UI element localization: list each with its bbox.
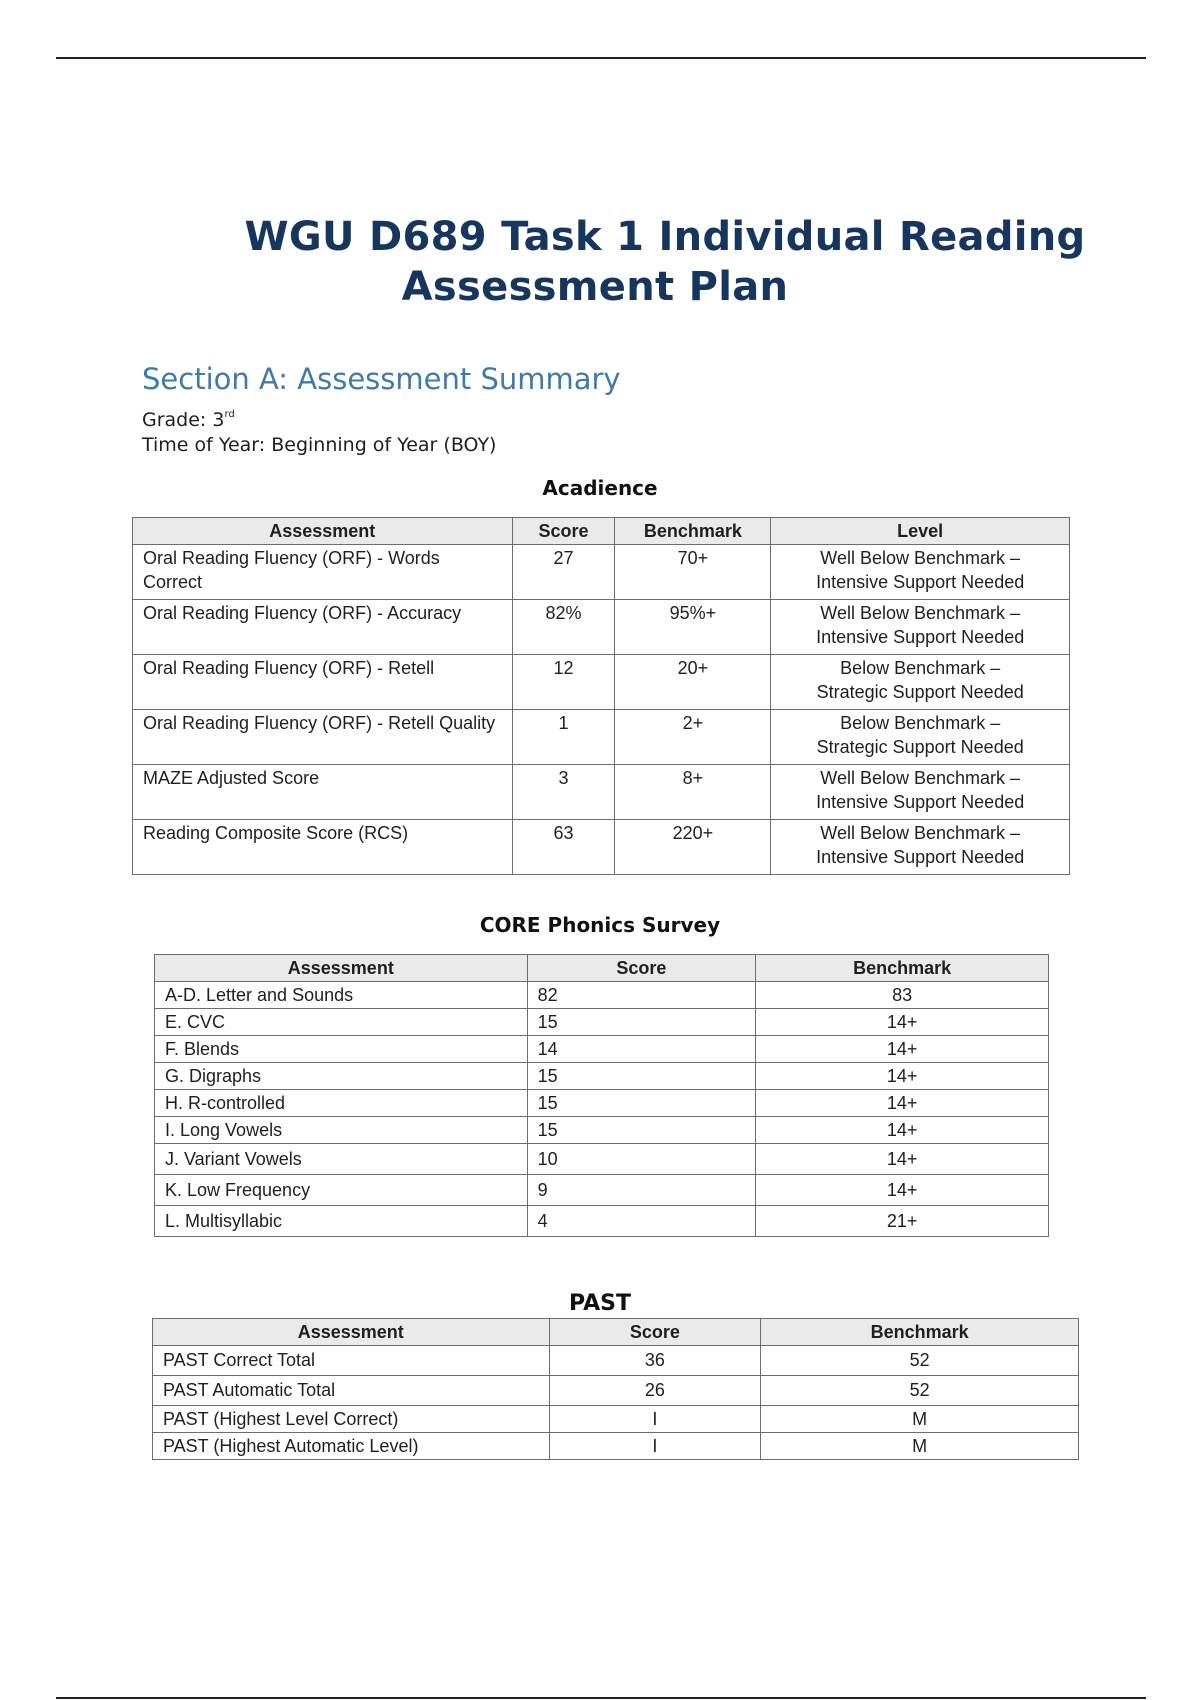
- level-line-1: Well Below Benchmark –: [820, 768, 1021, 788]
- benchmark-cell: 21+: [756, 1206, 1049, 1237]
- assessment-cell: H. R-controlled: [155, 1090, 528, 1117]
- level-line-2: Intensive Support Needed: [816, 572, 1025, 592]
- benchmark-cell: M: [761, 1406, 1079, 1433]
- level-cell: [771, 765, 1070, 820]
- benchmark-cell: 20+: [615, 655, 771, 710]
- score-cell: 1: [512, 710, 615, 765]
- level-line-2: Strategic Support Needed: [816, 737, 1024, 757]
- level-cell: [771, 655, 1070, 710]
- table-row: [155, 1036, 1049, 1063]
- benchmark-cell: 14+: [756, 1009, 1049, 1036]
- column-header-assessment: Assessment: [155, 955, 528, 982]
- document-title: [0, 212, 1200, 312]
- column-header-level: Level: [771, 518, 1070, 545]
- column-header-benchmark: Benchmark: [615, 518, 771, 545]
- table-row: [153, 1346, 1079, 1376]
- level-line-1: Well Below Benchmark –: [820, 548, 1021, 568]
- section-heading: Section A: Assessment Summary: [142, 362, 621, 396]
- benchmark-cell: 220+: [615, 820, 771, 875]
- level-line-1: Below Benchmark –: [840, 713, 1001, 733]
- table-row: [155, 1009, 1049, 1036]
- column-header-score: Score: [527, 955, 756, 982]
- assessment-cell: Oral Reading Fluency (ORF) - Accuracy: [133, 600, 513, 655]
- assessment-cell: Oral Reading Fluency (ORF) - Retell Quality: [133, 710, 513, 765]
- score-cell: 3: [512, 765, 615, 820]
- benchmark-cell: 8+: [615, 765, 771, 820]
- assessment-cell: A-D. Letter and Sounds: [155, 982, 528, 1009]
- table-row: [133, 545, 1070, 600]
- table-row: [155, 1117, 1049, 1144]
- table-row: [133, 765, 1070, 820]
- level-cell: [771, 710, 1070, 765]
- core-phonics-table: [154, 954, 1049, 1237]
- score-cell: 4: [527, 1206, 756, 1237]
- header-rule: [56, 57, 1146, 59]
- benchmark-cell: 95%+: [615, 600, 771, 655]
- score-cell: I: [549, 1433, 761, 1460]
- time-of-year: Time of Year: Beginning of Year (BOY): [142, 434, 497, 456]
- assessment-cell: MAZE Adjusted Score: [133, 765, 513, 820]
- acadience-title: Acadience: [542, 476, 658, 500]
- benchmark-cell: 14+: [756, 1175, 1049, 1206]
- column-header-benchmark: Benchmark: [761, 1319, 1079, 1346]
- table-row: [133, 655, 1070, 710]
- acadience-table: [132, 517, 1070, 875]
- table-row: [133, 710, 1070, 765]
- assessment-cell: PAST Automatic Total: [153, 1376, 550, 1406]
- score-cell: I: [549, 1406, 761, 1433]
- benchmark-cell: 14+: [756, 1144, 1049, 1175]
- assessment-cell: PAST (Highest Level Correct): [153, 1406, 550, 1433]
- level-cell: [771, 600, 1070, 655]
- benchmark-cell: 2+: [615, 710, 771, 765]
- score-cell: 14: [527, 1036, 756, 1063]
- assessment-cell: F. Blends: [155, 1036, 528, 1063]
- level-line-2: Intensive Support Needed: [816, 792, 1025, 812]
- column-header-benchmark: Benchmark: [756, 955, 1049, 982]
- grade-suffix: rd: [224, 409, 235, 420]
- table-row: [153, 1376, 1079, 1406]
- score-cell: 26: [549, 1376, 761, 1406]
- benchmark-cell: 52: [761, 1376, 1079, 1406]
- benchmark-cell: 14+: [756, 1117, 1049, 1144]
- table-row: [155, 1063, 1049, 1090]
- document-title-line-2: Assessment Plan: [401, 264, 789, 310]
- table-row: [155, 1090, 1049, 1117]
- core-phonics-title: CORE Phonics Survey: [479, 913, 721, 937]
- benchmark-cell: 14+: [756, 1063, 1049, 1090]
- score-cell: 10: [527, 1144, 756, 1175]
- column-header-score: Score: [512, 518, 615, 545]
- level-cell: [771, 545, 1070, 600]
- score-cell: 36: [549, 1346, 761, 1376]
- past-table: [152, 1318, 1079, 1460]
- table-header-row: [155, 955, 1049, 982]
- score-cell: 82: [527, 982, 756, 1009]
- assessment-meta: [142, 402, 496, 458]
- level-line-2: Intensive Support Needed: [816, 847, 1025, 867]
- table-row: [155, 982, 1049, 1009]
- score-cell: 27: [512, 545, 615, 600]
- footer-rule: [56, 1697, 1146, 1699]
- assessment-cell: E. CVC: [155, 1009, 528, 1036]
- assessment-cell: PAST Correct Total: [153, 1346, 550, 1376]
- score-cell: 9: [527, 1175, 756, 1206]
- column-header-score: Score: [549, 1319, 761, 1346]
- table-row: [133, 820, 1070, 875]
- table-row: [133, 600, 1070, 655]
- level-line-2: Strategic Support Needed: [816, 682, 1024, 702]
- score-cell: 63: [512, 820, 615, 875]
- level-cell: [771, 820, 1070, 875]
- table-header-row: [133, 518, 1070, 545]
- table-row: [153, 1406, 1079, 1433]
- assessment-cell: I. Long Vowels: [155, 1117, 528, 1144]
- grade-line: [142, 402, 496, 433]
- benchmark-cell: M: [761, 1433, 1079, 1460]
- assessment-cell: PAST (Highest Automatic Level): [153, 1433, 550, 1460]
- level-line-1: Well Below Benchmark –: [820, 603, 1021, 623]
- score-cell: 15: [527, 1090, 756, 1117]
- assessment-cell: K. Low Frequency: [155, 1175, 528, 1206]
- column-header-assessment: Assessment: [153, 1319, 550, 1346]
- table-row: [155, 1175, 1049, 1206]
- benchmark-cell: 83: [756, 982, 1049, 1009]
- score-cell: 15: [527, 1009, 756, 1036]
- score-cell: 12: [512, 655, 615, 710]
- assessment-cell: Oral Reading Fluency (ORF) - Words Correct: [133, 545, 513, 600]
- score-cell: 82%: [512, 600, 615, 655]
- level-line-1: Well Below Benchmark –: [820, 823, 1021, 843]
- grade-label: Grade: 3: [142, 409, 225, 431]
- table-row: [155, 1206, 1049, 1237]
- score-cell: 15: [527, 1117, 756, 1144]
- assessment-cell: L. Multisyllabic: [155, 1206, 528, 1237]
- level-line-2: Intensive Support Needed: [816, 627, 1025, 647]
- assessment-cell: J. Variant Vowels: [155, 1144, 528, 1175]
- document-title-line-1: WGU D689 Task 1 Individual Reading: [244, 214, 1086, 260]
- table-header-row: [153, 1319, 1079, 1346]
- benchmark-cell: 14+: [756, 1090, 1049, 1117]
- benchmark-cell: 14+: [756, 1036, 1049, 1063]
- table-row: [155, 1144, 1049, 1175]
- table-row: [153, 1433, 1079, 1460]
- assessment-cell: Oral Reading Fluency (ORF) - Retell: [133, 655, 513, 710]
- level-line-1: Below Benchmark –: [840, 658, 1001, 678]
- benchmark-cell: 70+: [615, 545, 771, 600]
- column-header-assessment: Assessment: [133, 518, 513, 545]
- score-cell: 15: [527, 1063, 756, 1090]
- benchmark-cell: 52: [761, 1346, 1079, 1376]
- assessment-cell: G. Digraphs: [155, 1063, 528, 1090]
- assessment-cell: Reading Composite Score (RCS): [133, 820, 513, 875]
- past-title: PAST: [569, 1291, 631, 1316]
